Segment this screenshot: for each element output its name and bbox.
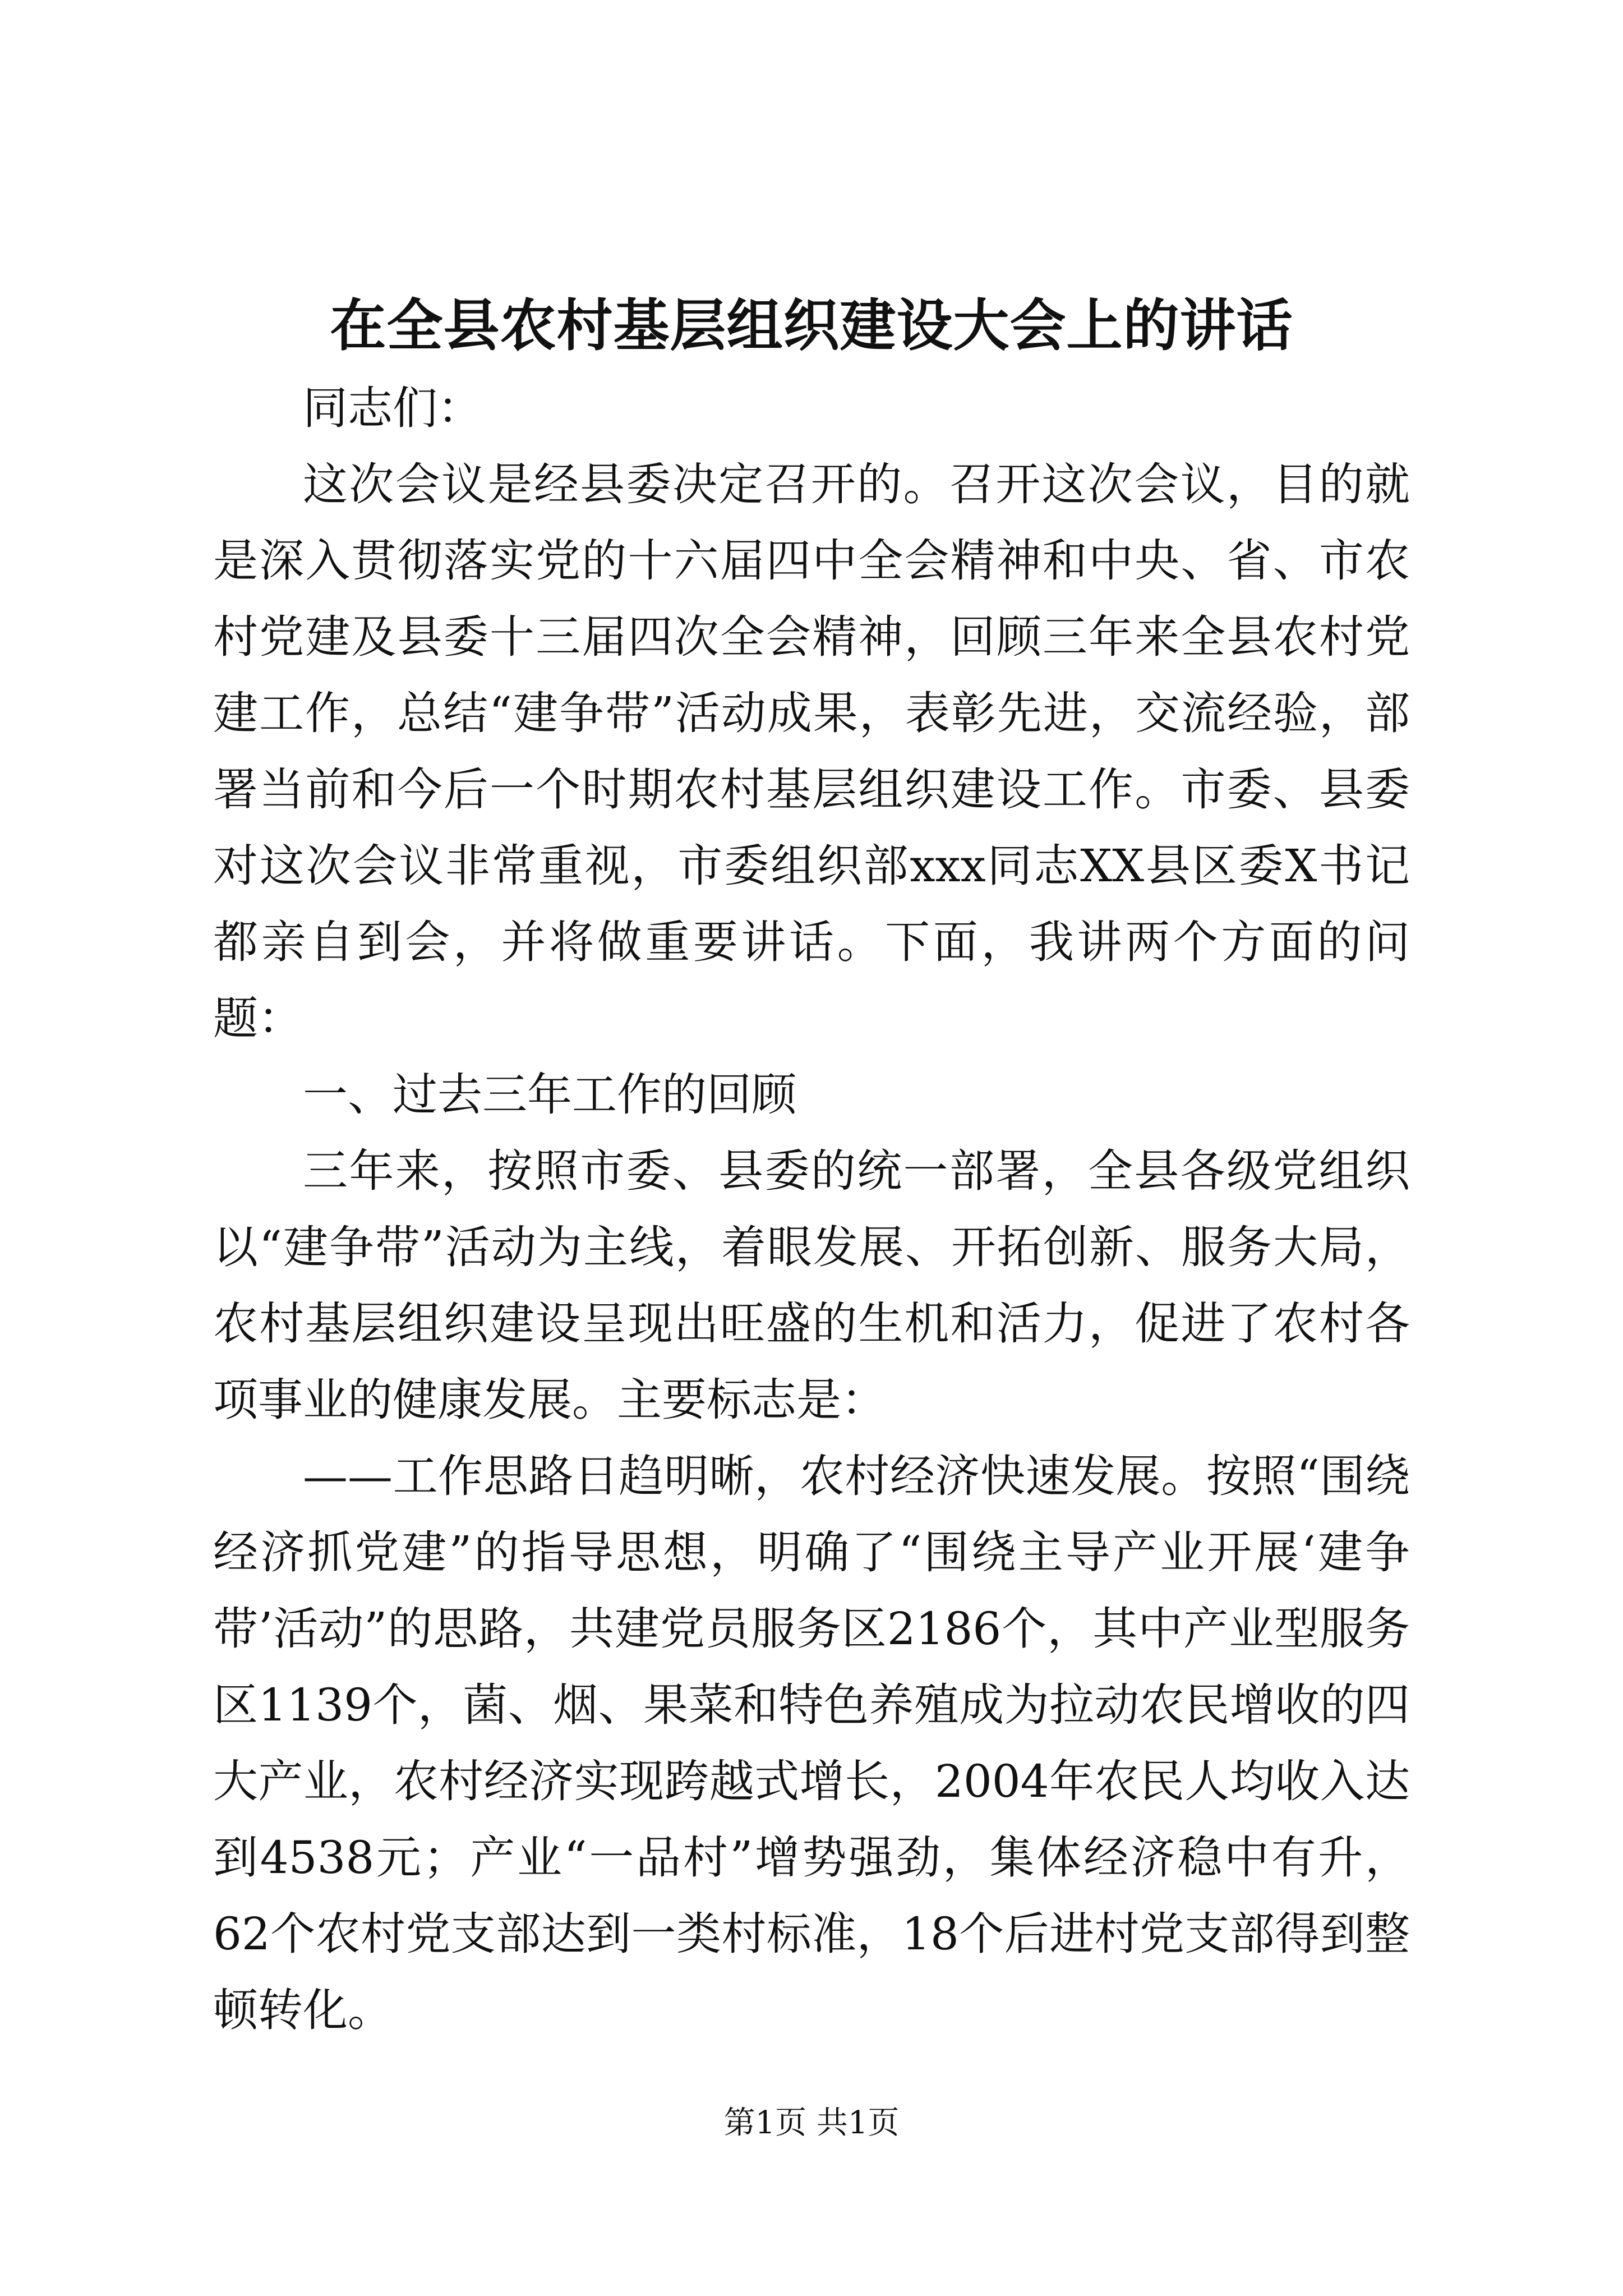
review-paragraph: 三年来，按照市委、县委的统一部署，全县各级党组织以“建争带”活动为主线，着眼发展、开拓创新、服务大局，农村基层组织建设呈现出旺盛的生机和活力，促进了农村各项事业的健康发展。主要标志是： [213, 1145, 1410, 1426]
document-title: 在全县农村基层组织建设大会上的讲话 [330, 292, 1293, 358]
intro-paragraph: 这次会议是经县委决定召开的。召开这次会议，目的就是深入贯彻落实党的十六届四中全会精神和中央、省、市农村党建及县委十三届四次全会精神，回顾三年来全县农村党建工作，总结“建争带”活动成果，表彰先进，交流经验，部署当前和今后一个时期农村基层组织建设工作。市委、县委对这次会议非常重视，市委组织部xxx同志XX县区委X书记都亲自到会，并将做重要讲话。下面，我讲两个方面的问题： [213, 458, 1410, 1045]
document-body [213, 370, 1410, 2049]
economy-paragraph: ——工作思路日趋明晰，农村经济快速发展。按照“围绕经济抓党建”的指导思想，明确了“围绕主导产业开展‘建争带’活动”的思路，共建党员服务区2186个，其中产业型服务区1139个，菌、烟、果菜和特色养殖成为拉动农民增收的四大产业，农村经济实现跨越式增长，2004年农民人均收入达到4538元；产业“一品村”增势强劲，集体经济稳中有升，62个农村党支部达到一类村标准，18个后进村党支部得到整顿转化。 [213, 1450, 1410, 2036]
salutation-paragraph: 同志们： [303, 382, 482, 434]
section-heading-review: 一、过去三年工作的回顾 [303, 1069, 796, 1121]
page-footer: 第1页 共1页 [723, 2105, 900, 2141]
